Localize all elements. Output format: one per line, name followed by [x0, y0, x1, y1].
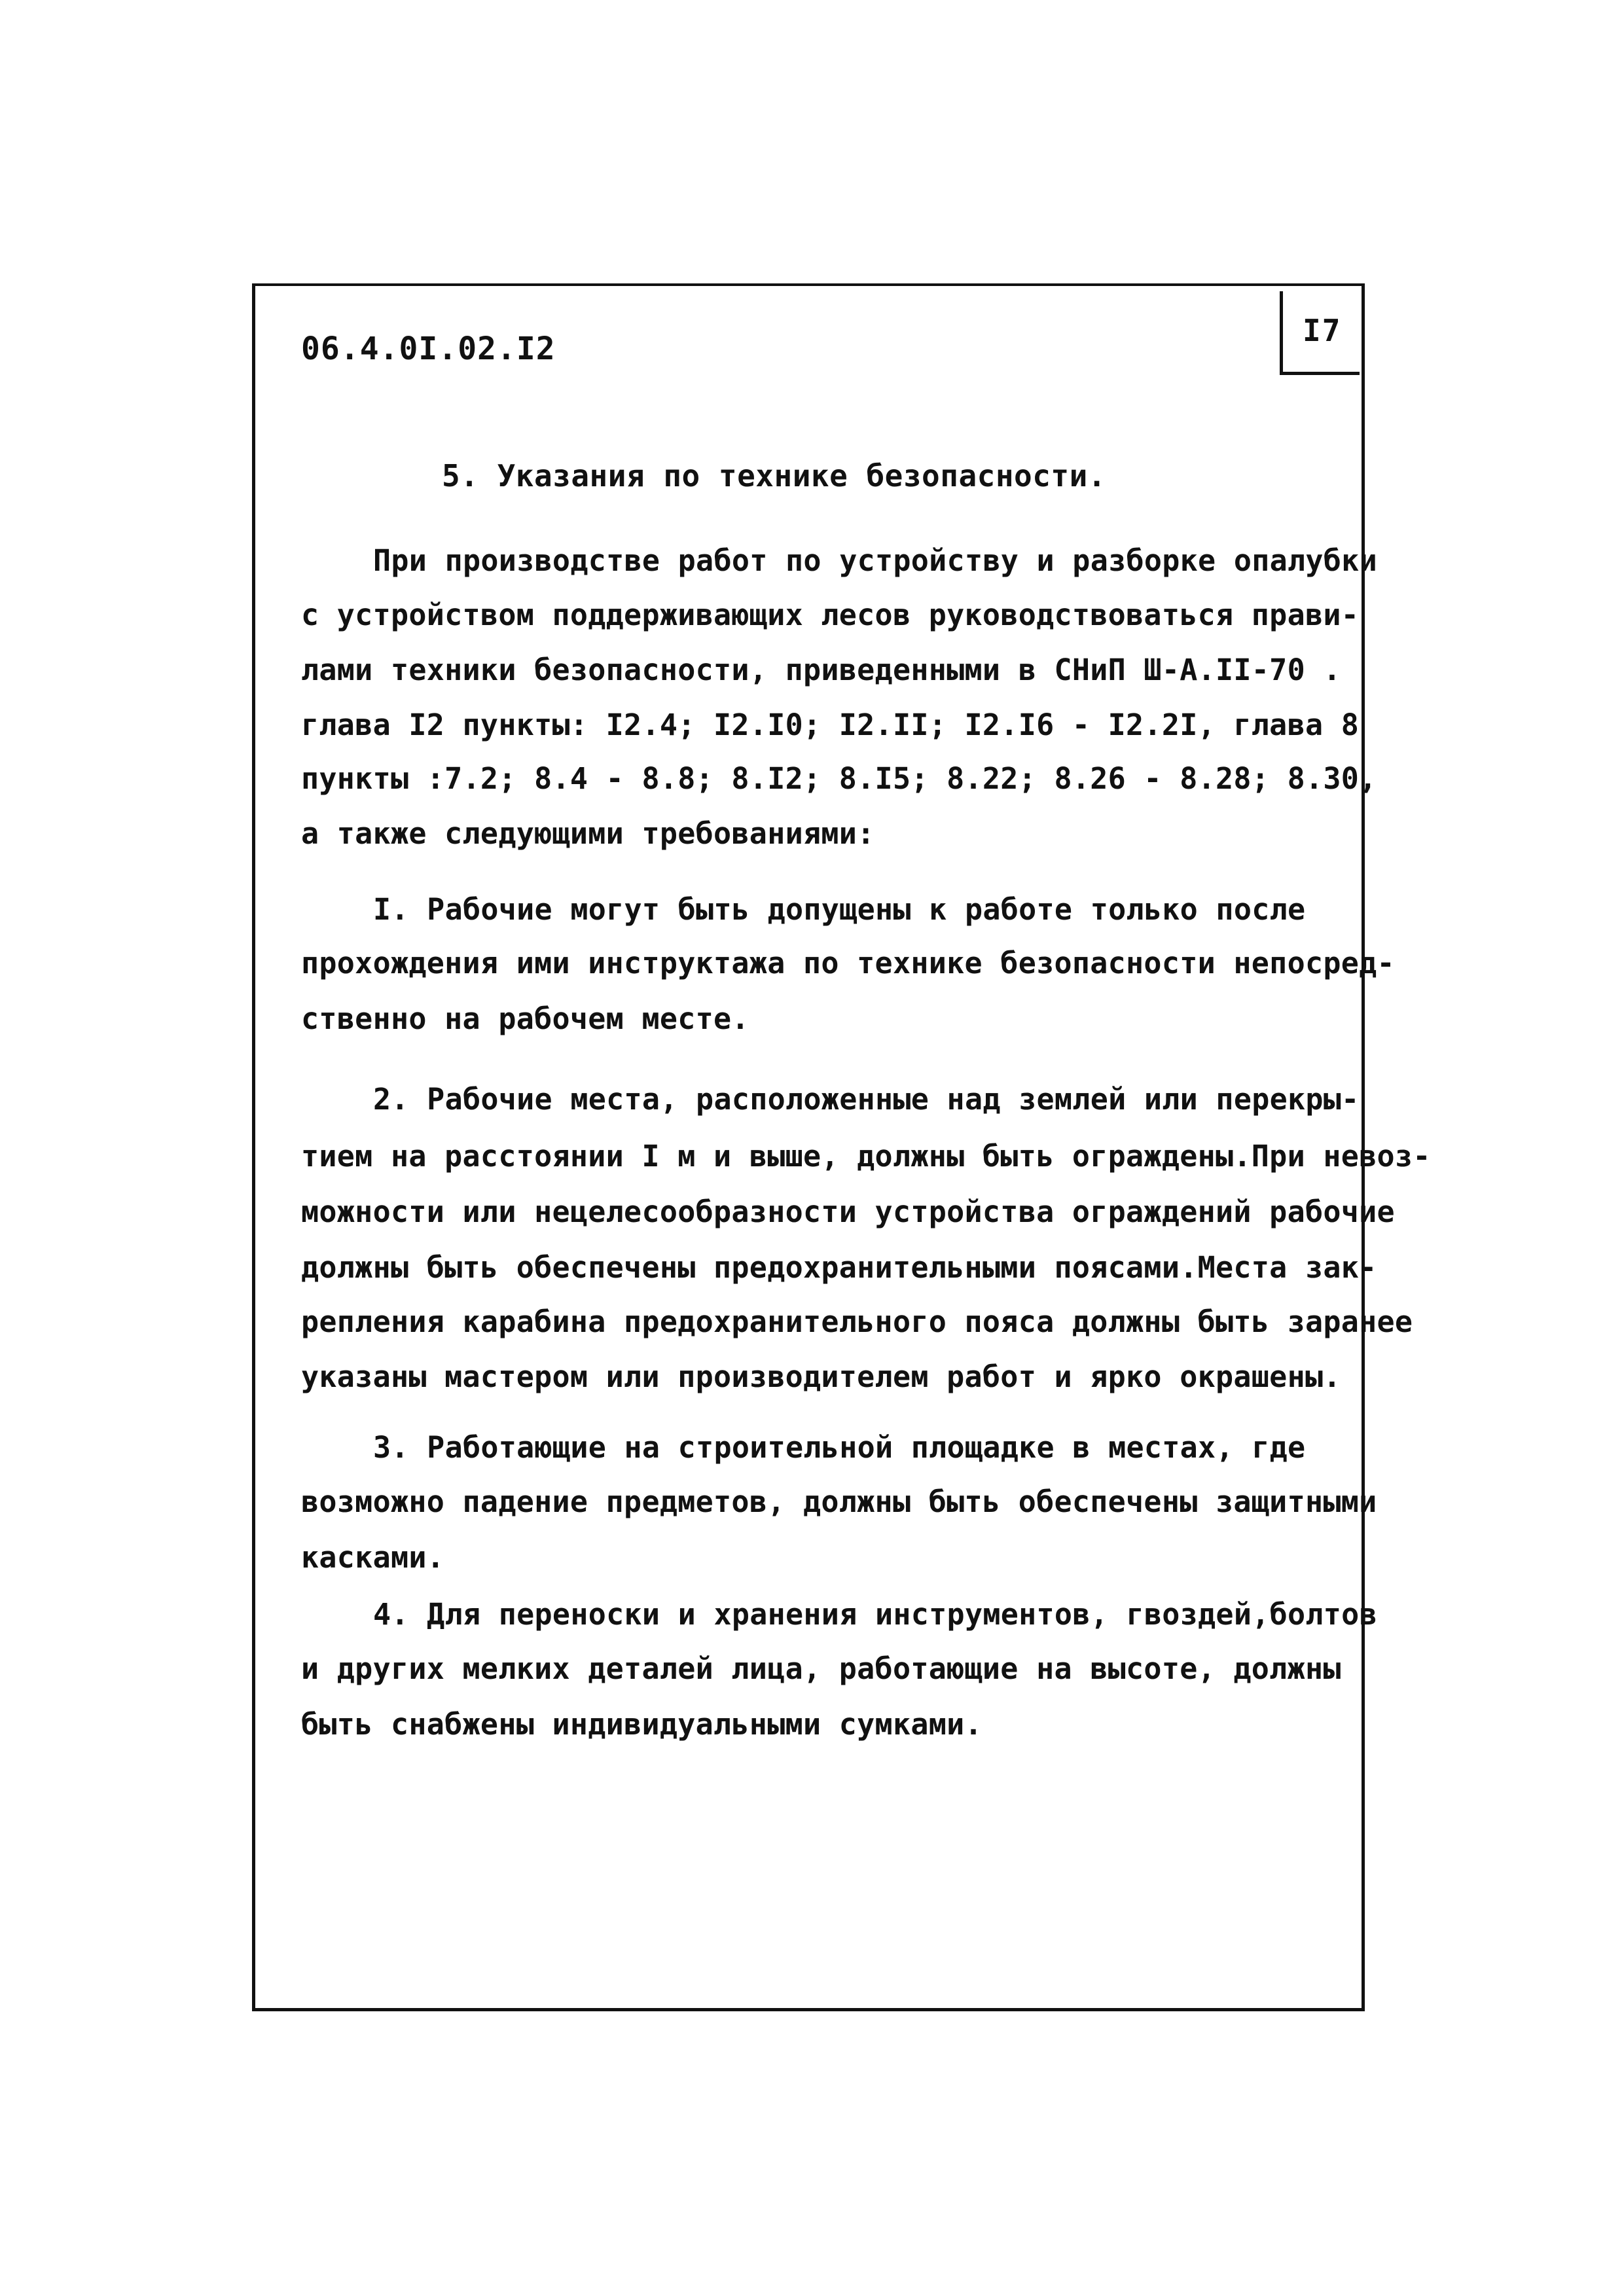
item-3-line: 3. Работающие на строительной площадке в местах, где	[373, 1430, 1306, 1465]
item-2-line: указаны мастером или производителем работ и ярко окрашены.	[301, 1359, 1341, 1394]
intro-line: При производстве работ по устройству и разборке опалубки	[373, 543, 1377, 578]
intro-line: а также следующими требованиями:	[301, 816, 875, 851]
document-code: 06.4.0I.02.I2	[301, 331, 556, 367]
item-1-line: прохождения ими инструктажа по технике безопасности непосред-	[301, 946, 1395, 980]
item-2-line: репления карабина предохранительного пояса должны быть заранее	[301, 1304, 1413, 1339]
intro-line: лами техники безопасности, приведенными в СНиП Ш-А.II-70 .	[301, 653, 1341, 687]
item-2-line: можности или нецелесообразности устройства ограждений рабочие	[301, 1194, 1395, 1229]
intro-line: с устройством поддерживающих лесов руководствоваться прави-	[301, 598, 1360, 632]
item-4-line: быть снабжены индивидуальными сумками.	[301, 1707, 983, 1742]
section-heading: 5. Указания по технике безопасности.	[442, 458, 1106, 493]
item-2-line: должны быть обеспечены предохранительными поясами.Места зак-	[301, 1250, 1377, 1285]
intro-line: пункты :7.2; 8.4 - 8.8; 8.I2; 8.I5; 8.22; 8.26 - 8.28; 8.30,	[301, 761, 1377, 796]
item-4-line: 4. Для переноски и хранения инструментов, гвоздей,болтов	[373, 1597, 1377, 1632]
intro-line: глава I2 пункты: I2.4; I2.I0; I2.II; I2.I6 - I2.2I, глава 8	[301, 708, 1360, 742]
item-4-line: и других мелких деталей лица, работающие на высоте, должны	[301, 1651, 1341, 1686]
item-3-line: касками.	[301, 1540, 445, 1575]
item-1-line: ственно на рабочем месте.	[301, 1001, 749, 1036]
item-2-line: тием на расстоянии I м и выше, должны быть ограждены.При невоз-	[301, 1139, 1431, 1174]
item-2-line: 2. Рабочие места, расположенные над землей или перекры-	[373, 1082, 1360, 1117]
item-3-line: возможно падение предметов, должны быть обеспечены защитными	[301, 1484, 1377, 1519]
item-1-line: I. Рабочие могут быть допущены к работе только после	[373, 892, 1306, 927]
page-number: I7	[1303, 313, 1342, 348]
